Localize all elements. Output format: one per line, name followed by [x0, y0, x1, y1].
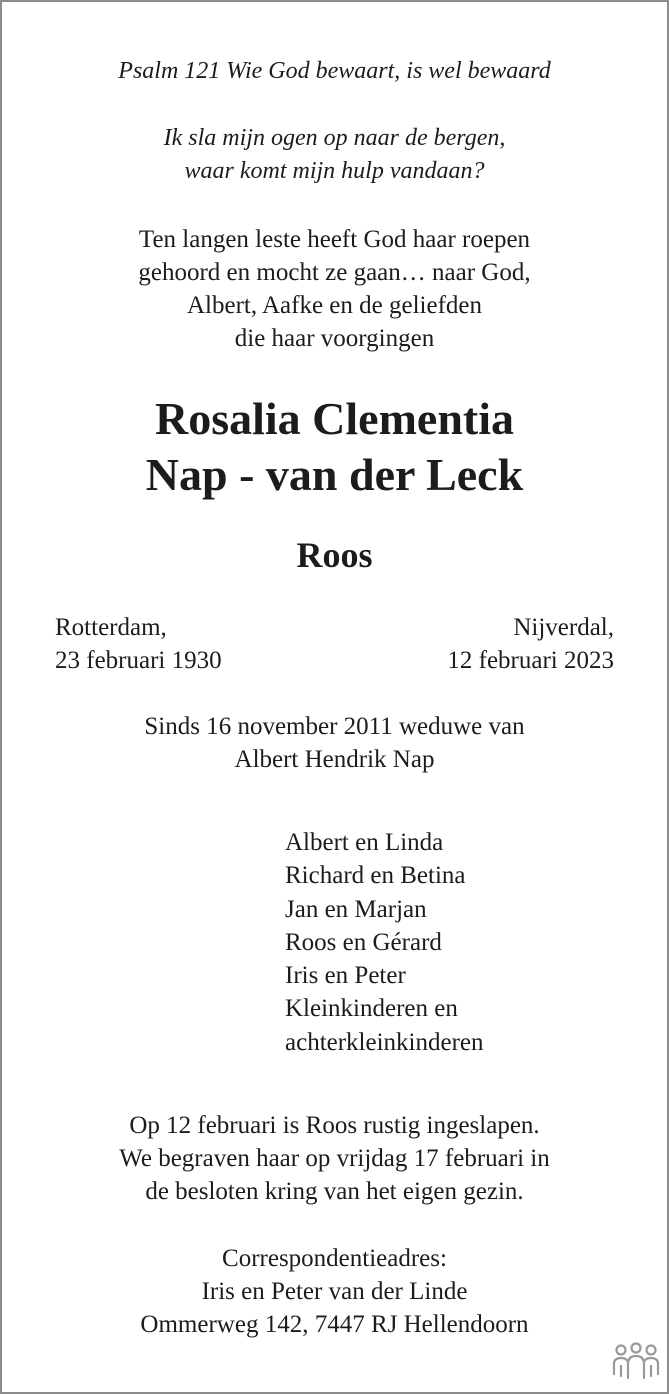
intro-line-4: die haar voorgingen — [234, 325, 435, 352]
psalm-heading: Psalm 121 Wie God bewaart, is wel bewaard — [118, 58, 551, 84]
family-member: Roos en Gérard — [285, 928, 442, 956]
correspondence-name: Iris en Peter van der Linde — [201, 1278, 468, 1305]
death-date: 12 februari 2023 — [447, 647, 614, 674]
birth-date: 23 februari 1930 — [55, 647, 222, 674]
birth-info — [55, 611, 222, 677]
message-line-1: Op 12 februari is Roos rustig ingeslapen. — [129, 1112, 540, 1139]
intro-line-1: Ten langen leste heeft God haar roepen — [138, 226, 531, 253]
correspondence-label: Correspondentieadres: — [222, 1245, 447, 1272]
people-group-icon — [612, 1342, 660, 1382]
death-info — [447, 611, 614, 677]
family-member: Jan en Marjan — [285, 895, 427, 923]
family-member: achterkleinkinderen — [285, 1028, 484, 1056]
correspondence-address: Ommerweg 142, 7447 RJ Hellendoorn — [140, 1311, 529, 1338]
family-list — [285, 826, 484, 1059]
family-member: Richard en Betina — [285, 862, 466, 890]
death-place: Nijverdal, — [513, 614, 614, 641]
message-line-3: de besloten kring van het eigen gezin. — [145, 1178, 524, 1205]
deceased-name-line-2: Nap - van der Leck — [145, 449, 524, 500]
deceased-name-line-1: Rosalia Clementia — [154, 393, 514, 444]
call-name: Roos — [296, 535, 373, 575]
widow-line-1: Sinds 16 november 2011 weduwe van — [144, 713, 525, 740]
intro-line-2: gehoord en mocht ze gaan… naar God, — [138, 259, 531, 286]
family-member: Iris en Peter — [285, 962, 406, 990]
psalm-line-1: Ik sla mijn ogen op naar de bergen, — [163, 125, 506, 151]
intro-line-3: Albert, Aafke en de geliefden — [186, 292, 482, 319]
message-line-2: We begraven haar op vrijdag 17 februari in — [119, 1145, 550, 1172]
psalm-line-2: waar komt mijn hulp vandaan? — [184, 158, 485, 184]
birth-place: Rotterdam, — [55, 614, 167, 641]
widow-line-2: Albert Hendrik Nap — [234, 746, 435, 773]
family-member: Albert en Linda — [285, 829, 444, 856]
family-member: Kleinkinderen en — [285, 995, 458, 1023]
